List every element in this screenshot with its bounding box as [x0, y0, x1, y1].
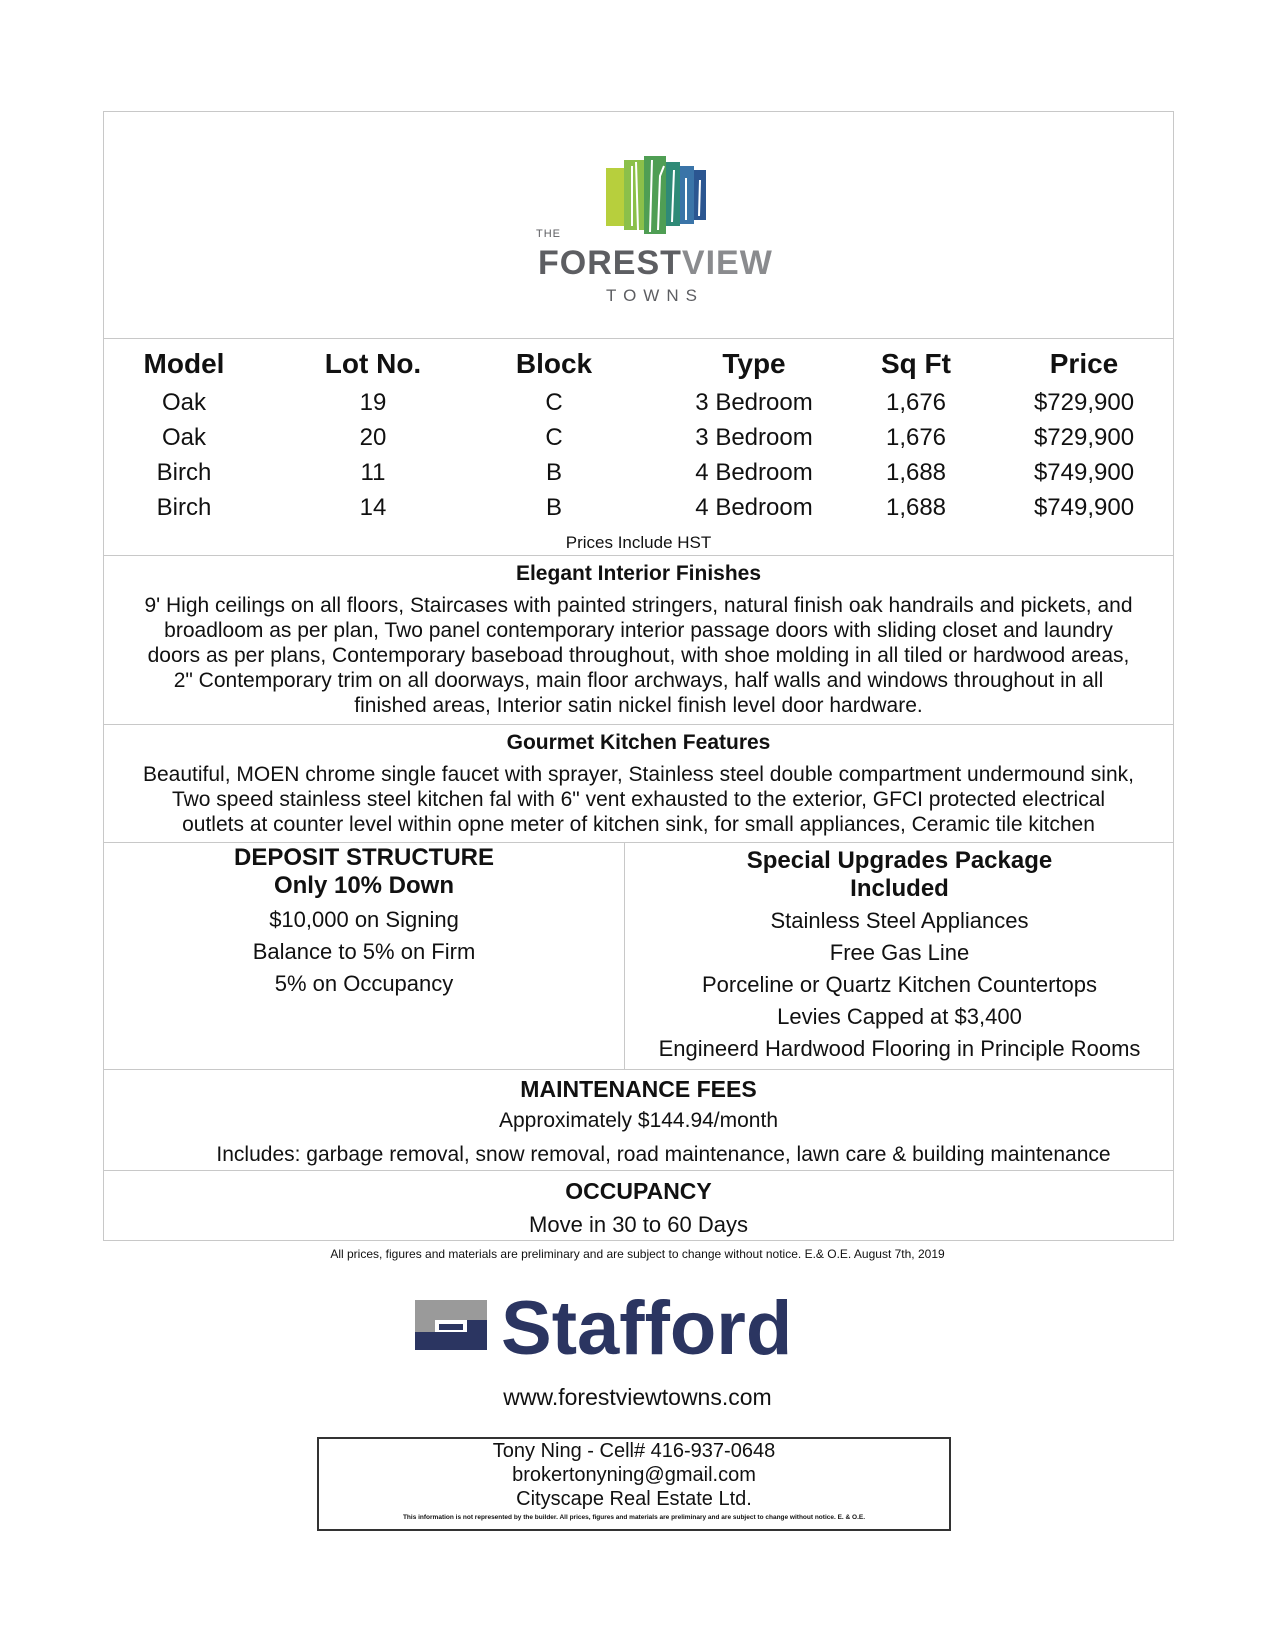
table-cell: 11: [360, 459, 386, 486]
website-link[interactable]: www.forestviewtowns.com: [503, 1384, 772, 1410]
table-cell: C: [545, 424, 563, 451]
contact-box: [317, 1437, 951, 1531]
table-cell: 20: [359, 424, 387, 451]
contact-name: Tony Ning - Cell# 416-937-0648: [492, 1440, 776, 1462]
table-row: [104, 424, 1173, 458]
table-cell: $729,900: [1033, 424, 1135, 451]
table-cell: C: [545, 389, 563, 416]
disclaimer: All prices, figures and materials are preliminary and are subject to change without notice. E.& O.E. August 7th, 2019: [330, 1247, 945, 1261]
table-cell: B: [545, 494, 562, 521]
table-cell: Birch: [156, 459, 212, 486]
table-cell: 1,676: [885, 424, 947, 451]
table-cell: 14: [359, 494, 387, 521]
table-cell: 3 Bedroom: [695, 389, 813, 416]
table-row: [104, 389, 1173, 423]
upgrade-item: Porceline or Quartz Kitchen Countertops: [702, 972, 1097, 997]
column-header: Price: [1049, 348, 1119, 379]
deposit-item: $10,000 on Signing: [269, 907, 459, 932]
table-cell: $729,900: [1033, 389, 1135, 416]
occupancy-title: OCCUPANCY: [565, 1178, 712, 1204]
table-row: [104, 459, 1173, 493]
kitchen-line: outlets at counter level within opne meter of kitchen sink, for small appliances, Ceramic tile kitchen: [182, 813, 1095, 836]
interior-line: 9' High ceilings on all floors, Staircases with painted stringers, natural finish oak handrails and pickets, and: [144, 594, 1133, 617]
kitchen-description: [107, 762, 1170, 837]
table-cell: 1,676: [885, 389, 947, 416]
kitchen-line: Two speed stainless steel kitchen fal with 6" vent exhausted to the exterior, GFCI protected electrical: [171, 788, 1106, 811]
interior-line: doors as per plans, Contemporary basebоad throughout, with shoe molding in all tiled or hardwood areas,: [147, 644, 1130, 667]
maintenance-amount: Approximately $144.94/month: [499, 1109, 778, 1132]
table-cell: Oak: [161, 424, 206, 451]
divider: [104, 1069, 1173, 1070]
occupancy-text: Move in 30 to 60 Days: [529, 1212, 748, 1237]
brand-the: THE: [536, 228, 561, 240]
brand-name-dark: FOREST: [538, 244, 682, 282]
table-cell: $749,900: [1033, 459, 1135, 486]
table-cell: 1,688: [885, 494, 947, 521]
upgrade-item: Free Gas Line: [829, 940, 970, 965]
upgrade-item: Levies Capped at $3,400: [777, 1004, 1022, 1029]
table-cell: 4 Bedroom: [695, 459, 813, 486]
table-cell: Birch: [156, 494, 212, 521]
column-header: Sq Ft: [881, 348, 951, 379]
table-row: [104, 494, 1173, 528]
deposit-item: 5% on Occupancy: [274, 971, 454, 996]
brand-name-light: VIEW: [681, 244, 773, 282]
table-cell: $749,900: [1033, 494, 1135, 521]
brand-name: [538, 244, 773, 283]
divider: [104, 338, 1173, 339]
upgrades-subtitle: Included: [850, 875, 949, 902]
divider: [104, 1170, 1173, 1171]
interior-title: Elegant Interior Finishes: [515, 562, 762, 585]
forestview-logo-icon: [534, 148, 784, 308]
deposit-structure: [104, 844, 624, 1000]
divider: [104, 555, 1173, 556]
kitchen-title: Gourmet Kitchen Features: [506, 731, 771, 754]
listing-frame: [103, 111, 1174, 1241]
table-header-row: [104, 348, 1173, 382]
column-header: Model: [143, 348, 225, 379]
table-cell: B: [545, 459, 562, 486]
column-header: Type: [722, 348, 786, 379]
kitchen-line: Beautiful, MOEN chrome single faucet with sprayer, Stainless steel double compartment undermound sink,: [143, 763, 1134, 786]
price-note: Prices Include HST: [565, 533, 712, 552]
interior-line: 2" Contemporary trim on all doorways, main floor archways, half walls and windows throughout in all: [173, 669, 1104, 692]
deposit-item: Balance to 5% on Firm: [252, 939, 476, 964]
interior-line: finished areas, Interior satin nickel finish level door hardware.: [354, 694, 923, 717]
table-cell: 4 Bedroom: [695, 494, 813, 521]
table-cell: Oak: [161, 389, 206, 416]
upgrade-item: Engineerd Hardwood Flooring in Principle Rooms: [658, 1036, 1141, 1061]
upgrade-item: Stainless Steel Appliances: [770, 908, 1029, 933]
maintenance-includes: Includes: garbage removal, snow removal, road maintenance, lawn care & building maintenance: [216, 1143, 1111, 1166]
column-header: Block: [515, 348, 593, 379]
interior-line: broadloom as per plan, Two panel contemporary interior passage doors with sliding closet and laundry: [164, 619, 1113, 642]
stafford-logo-icon: [415, 1290, 855, 1370]
contact-fine-print: This information is not represented by the builder. All prices, figures and materials are preliminary and are subject to change without notice. E. & O.E.: [402, 1514, 866, 1521]
maintenance-title: MAINTENANCE FEES: [520, 1076, 757, 1102]
brand-towns: TOWNS: [606, 286, 704, 305]
upgrades-title: Special Upgrades Package: [746, 847, 1053, 874]
table-cell: 19: [359, 389, 387, 416]
deposit-title: DEPOSIT STRUCTURE: [233, 844, 494, 871]
divider: [104, 724, 1173, 725]
table-cell: 3 Bedroom: [695, 424, 813, 451]
upgrades-package: [624, 847, 1175, 1065]
builder-name: Stafford: [501, 1290, 793, 1370]
divider: [104, 842, 1173, 843]
table-cell: 1,688: [885, 459, 947, 486]
contact-email[interactable]: brokertonyning@gmail.com: [512, 1464, 756, 1486]
column-header: Lot No.: [324, 348, 422, 379]
interior-description: [107, 593, 1170, 718]
contact-company: Cityscape Real Estate Ltd.: [516, 1488, 752, 1510]
deposit-subtitle: Only 10% Down: [273, 872, 455, 899]
